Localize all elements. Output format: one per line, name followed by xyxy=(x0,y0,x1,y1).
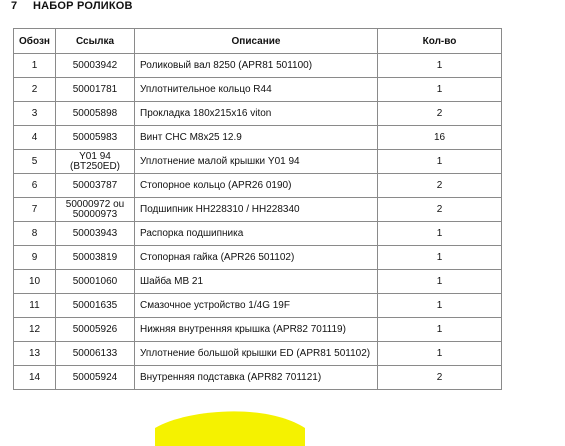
parts-table-body xyxy=(14,54,502,390)
table-row xyxy=(14,246,502,270)
cell-description: Подшипник HH228310 / HH228340 xyxy=(135,198,378,222)
cell-position: 14 xyxy=(14,366,56,390)
cell-reference xyxy=(56,246,135,270)
cell-quantity: 2 xyxy=(378,102,502,126)
cell-description: Распорка подшипника xyxy=(135,222,378,246)
yellow-highlight-mark xyxy=(155,406,305,446)
cell-position: 13 xyxy=(14,342,56,366)
cell-reference xyxy=(56,78,135,102)
cell-position: 9 xyxy=(14,246,56,270)
cell-position: 10 xyxy=(14,270,56,294)
cell-quantity: 2 xyxy=(378,174,502,198)
cell-reference xyxy=(56,222,135,246)
cell-description: Стопорное кольцо (APR26 0190) xyxy=(135,174,378,198)
cell-description: Прокладка 180x215x16 viton xyxy=(135,102,378,126)
cell-reference xyxy=(56,126,135,150)
table-row xyxy=(14,366,502,390)
cell-reference xyxy=(56,150,135,174)
cell-position: 5 xyxy=(14,150,56,174)
cell-quantity: 1 xyxy=(378,318,502,342)
table-row xyxy=(14,174,502,198)
header-description: Описание xyxy=(135,29,378,54)
cell-description: Роликовый вал 8250 (APR81 501100) xyxy=(135,54,378,78)
cell-quantity: 1 xyxy=(378,342,502,366)
reference-line: 50003787 xyxy=(72,179,118,191)
reference-line: 50003943 xyxy=(72,227,118,239)
cell-position: 8 xyxy=(14,222,56,246)
cell-description: Нижняя внутренняя крышка (APR82 701119) xyxy=(135,318,378,342)
reference-line: 50000972 ou xyxy=(65,198,125,210)
reference-line: (BT250ED) xyxy=(69,160,120,172)
cell-reference xyxy=(56,102,135,126)
cell-quantity: 2 xyxy=(378,366,502,390)
cell-reference xyxy=(56,270,135,294)
cell-description: Шайба MB 21 xyxy=(135,270,378,294)
cell-reference xyxy=(56,174,135,198)
table-row xyxy=(14,78,502,102)
table-row xyxy=(14,150,502,174)
table-row xyxy=(14,126,502,150)
cell-quantity: 1 xyxy=(378,150,502,174)
reference-line: 50005983 xyxy=(72,131,118,143)
table-row xyxy=(14,102,502,126)
reference-line: 50005926 xyxy=(72,323,118,335)
reference-line: 50001635 xyxy=(72,299,118,311)
cell-position: 11 xyxy=(14,294,56,318)
table-header-row xyxy=(14,29,502,54)
cell-reference xyxy=(56,294,135,318)
cell-position: 7 xyxy=(14,198,56,222)
cell-quantity: 1 xyxy=(378,270,502,294)
cell-position: 3 xyxy=(14,102,56,126)
header-reference: Ссылка xyxy=(56,29,135,54)
table-row xyxy=(14,318,502,342)
header-position: Обозн xyxy=(14,29,56,54)
reference-line: 50000973 xyxy=(72,208,118,220)
table-row xyxy=(14,342,502,366)
reference-line: Y01 94 xyxy=(79,150,111,162)
table-row xyxy=(14,54,502,78)
table-row xyxy=(14,198,502,222)
cell-description: Уплотнение малой крышки Y01 94 xyxy=(135,150,378,174)
cell-description: Внутренняя подставка (APR82 701121) xyxy=(135,366,378,390)
reference-line: 50005898 xyxy=(72,107,118,119)
reference-line: 50005924 xyxy=(72,371,118,383)
cell-reference xyxy=(56,342,135,366)
cell-position: 2 xyxy=(14,78,56,102)
cell-quantity: 1 xyxy=(378,294,502,318)
parts-table xyxy=(13,28,502,390)
cell-description: Стопорная гайка (APR26 501102) xyxy=(135,246,378,270)
section-heading xyxy=(11,0,133,12)
reference-line: 50003819 xyxy=(72,251,118,263)
cell-quantity: 1 xyxy=(378,246,502,270)
cell-description: Уплотнительное кольцо R44 xyxy=(135,78,378,102)
cell-description: Винт CHC M8x25 12.9 xyxy=(135,126,378,150)
cell-description: Смазочное устройство 1/4G 19F xyxy=(135,294,378,318)
reference-line: 50001781 xyxy=(72,83,118,95)
cell-position: 4 xyxy=(14,126,56,150)
cell-reference xyxy=(56,318,135,342)
table-row xyxy=(14,222,502,246)
cell-quantity: 1 xyxy=(378,54,502,78)
reference-line: 50003942 xyxy=(72,59,118,71)
cell-reference xyxy=(56,366,135,390)
cell-quantity: 1 xyxy=(378,78,502,102)
cell-reference xyxy=(56,54,135,78)
table-row xyxy=(14,270,502,294)
cell-position: 6 xyxy=(14,174,56,198)
cell-quantity: 2 xyxy=(378,198,502,222)
section-number: 7 xyxy=(11,0,18,12)
cell-description: Уплотнение большой крышки ED (APR81 501102) xyxy=(135,342,378,366)
table-row xyxy=(14,294,502,318)
cell-position: 12 xyxy=(14,318,56,342)
header-quantity: Кол-во xyxy=(378,29,502,54)
cell-quantity: 16 xyxy=(378,126,502,150)
cell-position: 1 xyxy=(14,54,56,78)
reference-line: 50006133 xyxy=(72,347,118,359)
section-title: НАБОР РОЛИКОВ xyxy=(33,0,133,12)
cell-quantity: 1 xyxy=(378,222,502,246)
reference-line: 50001060 xyxy=(72,275,118,287)
cell-reference xyxy=(56,198,135,222)
